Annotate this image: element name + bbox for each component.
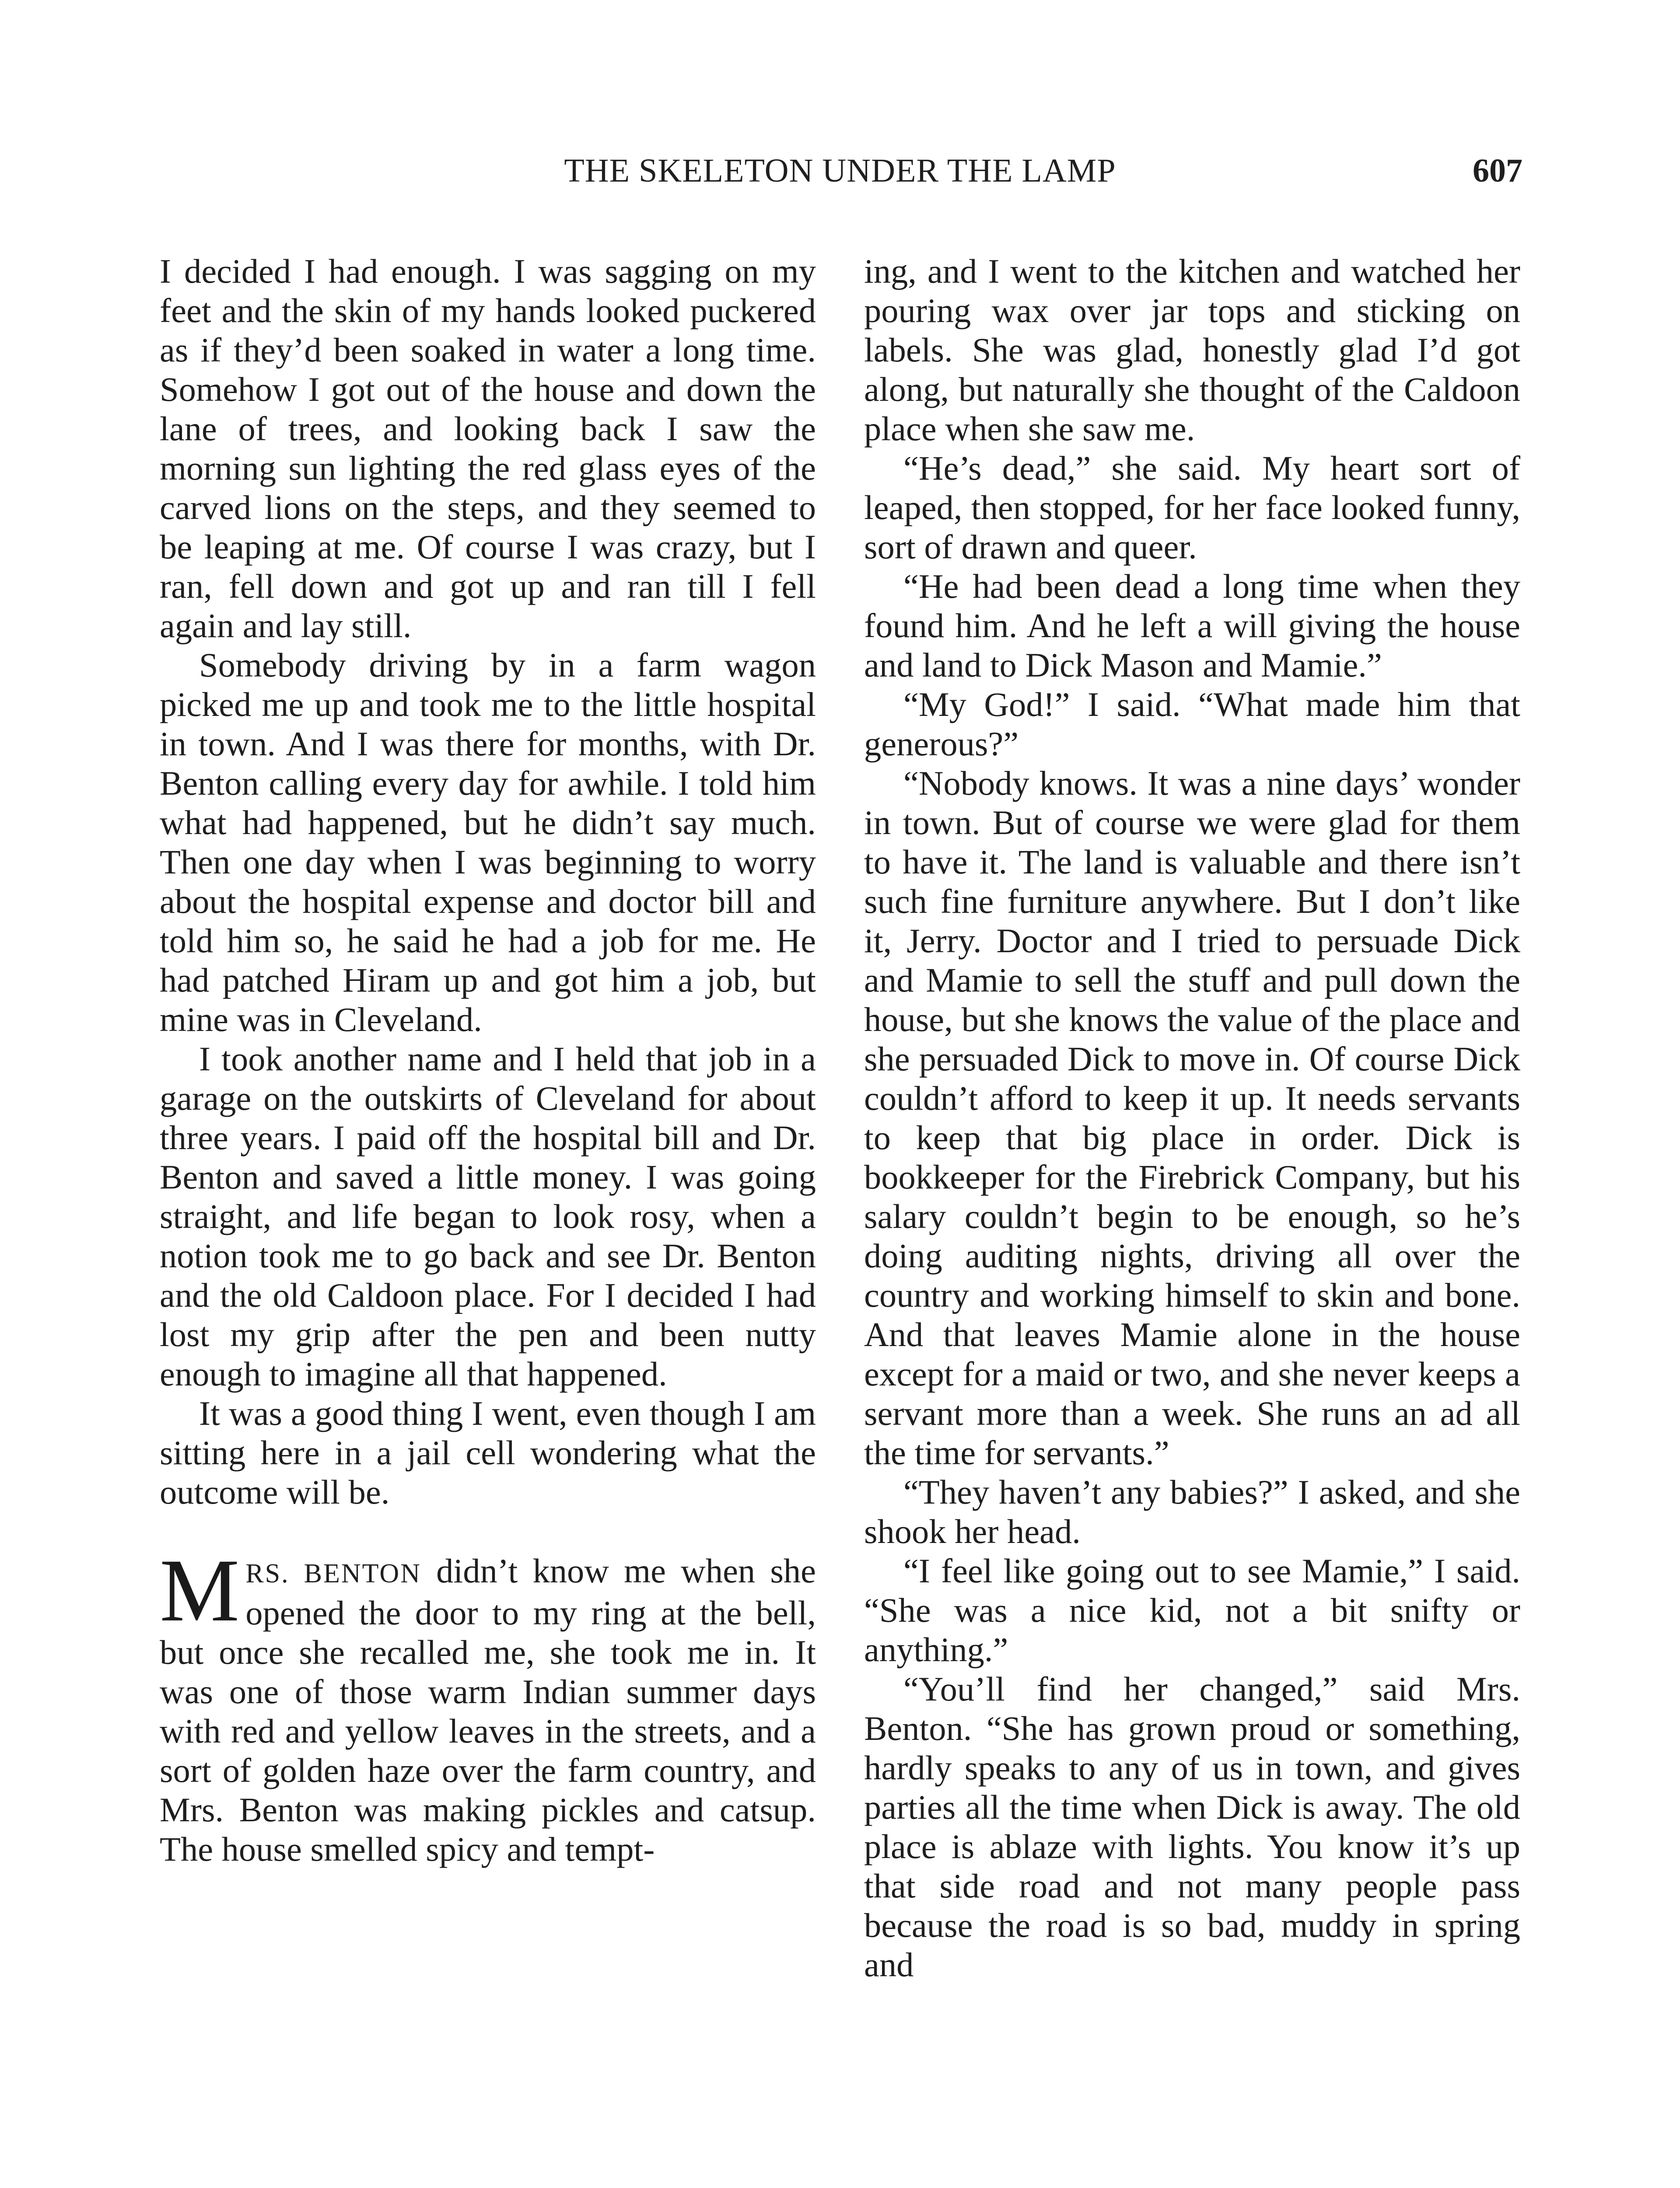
paragraph: “I feel like going out to see Mamie,” I said. “She was a nice kid, not a bit snifty or anything.” [864,1552,1520,1669]
right-column [864,252,1520,1985]
paragraph: “They haven’t any babies?” I asked, and she shook her head. [864,1473,1520,1550]
paragraph: I decided I had enough. I was sagging on my feet and the skin of my hands looked puckered as if they’d been soaked in water a long time. Somehow I got out of the house and down the lane of trees, and looking back I saw the morning sun lighting the red glass eyes of the carved lions on the steps, and they seemed to be leaping at me. Of course I was crazy, but I ran, fell down and got up and ran till I fell again and lay still. [160,252,816,645]
paragraph: “My God!” I said. “What made him that generous?” [864,685,1520,763]
paragraph: “Nobody knows. It was a nine days’ wonder in town. But of course we were glad for them to have it. The land is valuable and there isn’t such fine furniture anywhere. But I don’t like it, Jerry. Doctor and I tried to persuade Dick and Mamie to sell the stuff and pull down the house, but she knows the value of the place and she persuaded Dick to move in. Of course Dick couldn’t afford to keep it up. It needs servants to keep that big place in order. Dick is bookkeeper for the Firebrick Company, but his salary couldn’t begin to be enough, so he’s doing auditing nights, driving all over the country and working himself to skin and bone. And that leaves Mamie alone in the house except for a maid or two, and she never keeps a servant more than a week. She runs an ad all the time for servants.” [864,764,1520,1472]
page-number: 607 [1473,152,1522,189]
paragraph: I took another name and I held that job in a garage on the outskirts of Cleveland for about three years. I paid off the hospital bill and Dr. Benton and saved a little money. I was going straight, and life began to look rosy, when a notion took me to go back and see Dr. Benton and the old Caldoon place. For I decided I had lost my grip after the pen and been nutty enough to imagine all that happened. [160,1040,816,1393]
running-title: THE SKELETON UNDER THE LAMP [564,152,1116,189]
paragraph: “He’s dead,” she said. My heart sort of leaped, then stopped, for her face looked funny, sort of drawn and queer. [864,449,1520,566]
paragraph: It was a good thing I went, even though I am sitting here in a jail cell wondering what the outcome will be. [160,1394,816,1511]
section-opening-paragraph [160,1541,816,1869]
running-header [158,144,1522,197]
paragraph: Somebody driving by in a farm wagon picked me up and took me to the little hospital in town. And I was there for months, with Dr. Benton calling every day for awhile. I told him what had happened, but he didn’t say much. Then one day when I was beginning to worry about the hospital expense and doctor bill and told him so, he said he had a job for me. He had patched Hiram up and got him a job, but mine was in Cleveland. [160,646,816,1038]
drop-cap: M [160,1541,240,1640]
small-caps-name: RS. BENTON [245,1559,421,1588]
paragraph: “You’ll find her changed,” said Mrs. Benton. “She has grown proud or something, hardly speaks to any of us in town, and gives parties all the time when Dick is away. The old place is ablaze with lights. You know it’s up that side road and not many people pass because the road is so bad, muddy in spring and [864,1670,1520,1984]
paragraph: “He had been dead a long time when they found him. And he left a will giving the house and land to Dick Mason and Mamie.” [864,567,1520,684]
left-column [160,252,816,1869]
paragraph: ing, and I went to the kitchen and watched her pouring wax over jar tops and sticking on labels. She was glad, honestly glad I’d got along, but naturally she thought of the Caldoon place when she saw me. [864,252,1520,448]
paragraph-text: didn’t know me when she opened the door to my ring at the bell, but once she recalled me, she took me in. It was one of those warm Indian summer days with red and yellow leaves in the streets, and a sort of golden haze over the farm country, and Mrs. Benton was making pickles and catsup. The house smelled spicy and tempt- [160,1552,816,1868]
